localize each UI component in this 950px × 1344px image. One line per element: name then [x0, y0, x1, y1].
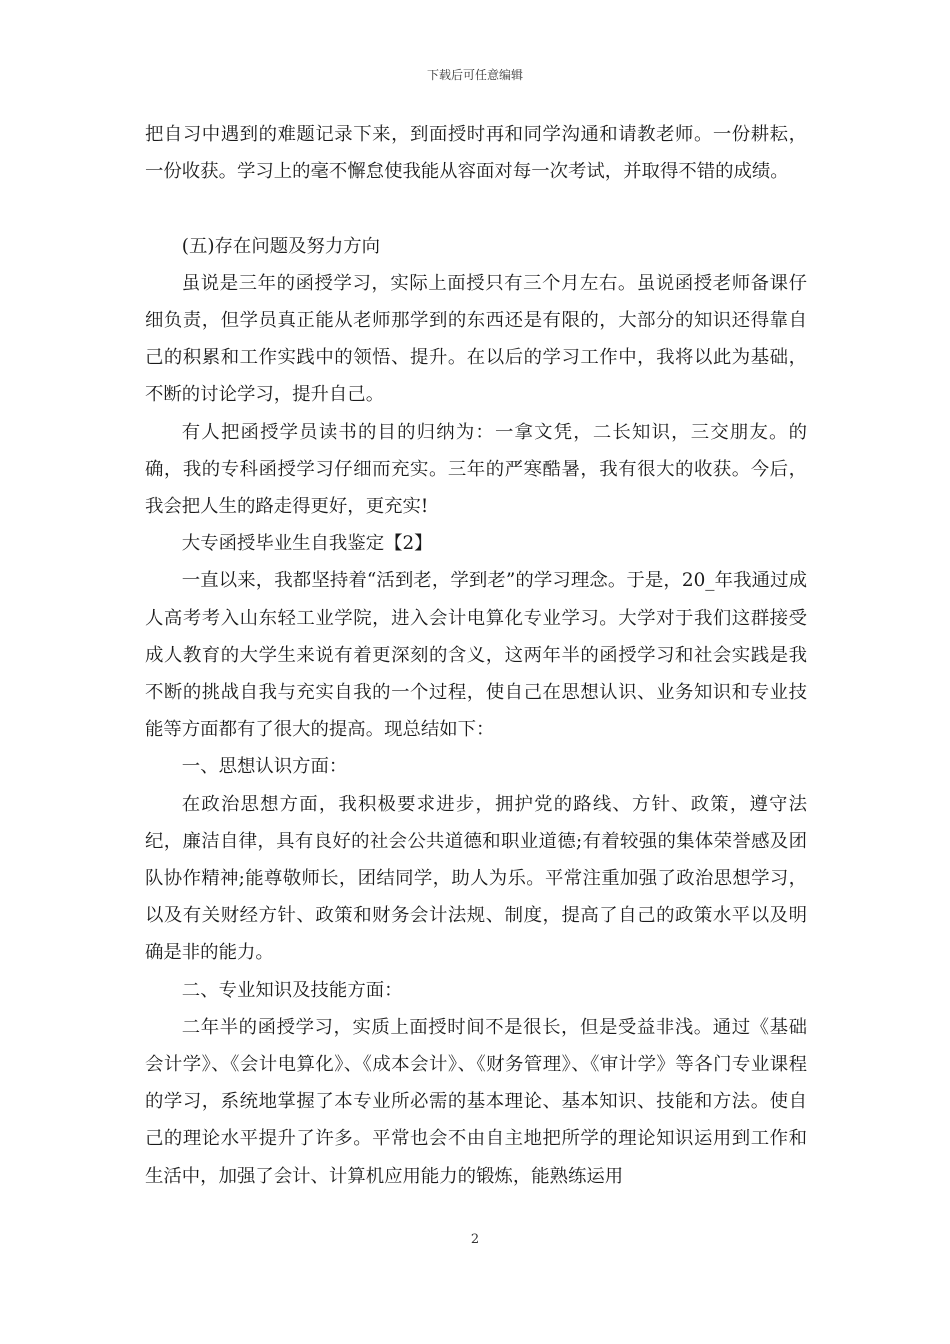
paragraph-self-study-continuation: 把自习中遇到的难题记录下来，到面授时再和同学沟通和请教老师。一份耕耘，一份收获。学习上的毫不懈怠使我能从容面对每一次考试，并取得不错的成绩。	[145, 124, 807, 183]
section-heading-ideology: 一、思想认识方面：	[181, 756, 348, 778]
document-body	[145, 116, 807, 1195]
section-title-appraisal-2: 大专函授毕业生自我鉴定【2】	[181, 533, 433, 555]
paragraph-problems: 虽说是三年的函授学习，实际上面授只有三个月左右。虽说函授老师备课仔细负责，但学员真正能从老师那学到的东西还是有限的，大部分的知识还得靠自己的积累和工作实践中的领悟、提升。在以后的学习工作中，我将以此为基础，不断的讨论学习，提升自己。	[145, 272, 807, 406]
page-number: 2	[470, 1232, 480, 1247]
paragraph-professional: 二年半的函授学习，实质上面授时间不是很长，但是受益非浅。通过《基础会计学》、《会计电算化》、《成本会计》、《财务管理》、《审计学》等各门专业课程的学习，系统地掌握了本专业所必需的基本理论、基本知识、技能和方法。使自己的理论水平提升了许多。平常也会不由自主地把所学的理论知识运用到工作和生活中，加强了会计、计算机应用能力的锻炼，能熟练运用	[145, 1016, 807, 1187]
paragraph-conclusion: 有人把函授学员读书的目的归纳为：一拿文凭，二长知识，三交朋友。的确，我的专科函授学习仔细而充实。三年的严寒酷暑，我有很大的收获。今后，我会把人生的路走得更好，更充实!	[145, 421, 807, 518]
page-header-note: 下载后可任意编辑	[426, 68, 523, 82]
section-heading-professional: 二、专业知识及技能方面：	[181, 979, 403, 1001]
section-heading-problems: (五)存在问题及努力方向	[181, 235, 381, 257]
paragraph-introduction: 一直以来，我都坚持着“活到老，学到老”的学习理念。于是，20_年我通过成人高考考入山东轻工业学院，进入会计电算化专业学习。大学对于我们这群接受成人教育的大学生来说有着更深刻的含义，这两年半的函授学习和社会实践是我不断的挑战自我与充实自我的一个过程，使自己在思想认识、业务知识和专业技能等方面都有了很大的提高。现总结如下：	[145, 570, 807, 741]
paragraph-spacer	[145, 190, 807, 227]
paragraph-ideology: 在政治思想方面，我积极要求进步，拥护党的路线、方针、政策，遵守法纪，廉洁自律，具有良好的社会公共道德和职业道德;有着较强的集体荣誉感及团队协作精神;能尊敬师长，团结同学，助人为乐。平常注重加强了政治思想学习，以及有关财经方针、政策和财务会计法规、制度，提高了自己的政策水平以及明确是非的能力。	[145, 793, 807, 964]
